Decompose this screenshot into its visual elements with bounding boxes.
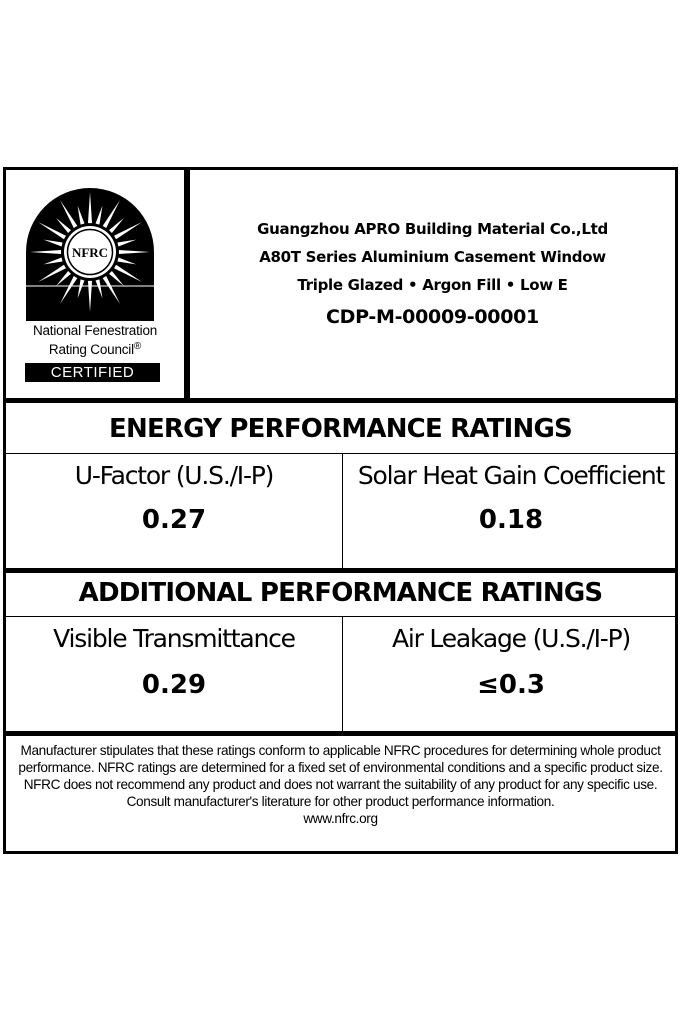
- visible-transmittance-value: 0.29: [141, 670, 207, 700]
- registered-mark: ®: [133, 341, 142, 352]
- shgc-label: Solar Heat Gain Coefficient: [357, 461, 665, 490]
- energy-ratings-title: ENERGY PERFORMANCE RATINGS: [109, 414, 572, 444]
- nfrc-website-link[interactable]: www.nfrc.org: [303, 811, 378, 826]
- certified-badge: CERTIFIED: [25, 363, 160, 382]
- shgc-value: 0.18: [478, 505, 544, 535]
- disclaimer-text: Manufacturer stipulates that these ratings conform to applicable NFRC procedures for determining whole product performance. NFRC ratings are determined for a fixed set of environmental conditions and a specific product size. NFRC does not recommend any product and does not warrant the suitability of any product for any specific use. Consult manufacturer's literature for other product performance information.: [18, 743, 663, 809]
- nfrc-label: [3, 167, 678, 854]
- cpd-number: CDP-M-00009-00001: [326, 306, 539, 328]
- nfrc-sun-logo: [24, 186, 156, 321]
- glazing-description: Triple Glazed • Argon Fill • Low E: [297, 276, 568, 294]
- logo-mark-text: NFRC: [71, 245, 109, 260]
- manufacturer-block: [190, 170, 675, 398]
- air-leakage-label: Air Leakage (U.S./I-P): [391, 624, 631, 653]
- org-name-line2: Rating Council®: [48, 341, 142, 357]
- company-name: Guangzhou APRO Building Material Co.,Ltd: [257, 220, 608, 238]
- additional-ratings-title: ADDITIONAL PERFORMANCE RATINGS: [78, 578, 603, 608]
- divider: [6, 616, 675, 617]
- u-factor-value: 0.27: [141, 505, 207, 535]
- divider: [6, 731, 675, 736]
- label-header: [6, 170, 675, 403]
- divider: [6, 568, 675, 573]
- visible-transmittance-label: Visible Transmittance: [53, 624, 295, 653]
- org-name-line1: National Fenestration: [32, 323, 158, 338]
- disclaimer: [14, 742, 667, 827]
- u-factor-label: U-Factor (U.S./I-P): [74, 461, 274, 490]
- divider: [6, 453, 675, 454]
- product-name: A80T Series Aluminium Casement Window: [259, 248, 606, 266]
- nfrc-logo-block: [6, 170, 190, 398]
- air-leakage-value: ≤0.3: [477, 670, 545, 700]
